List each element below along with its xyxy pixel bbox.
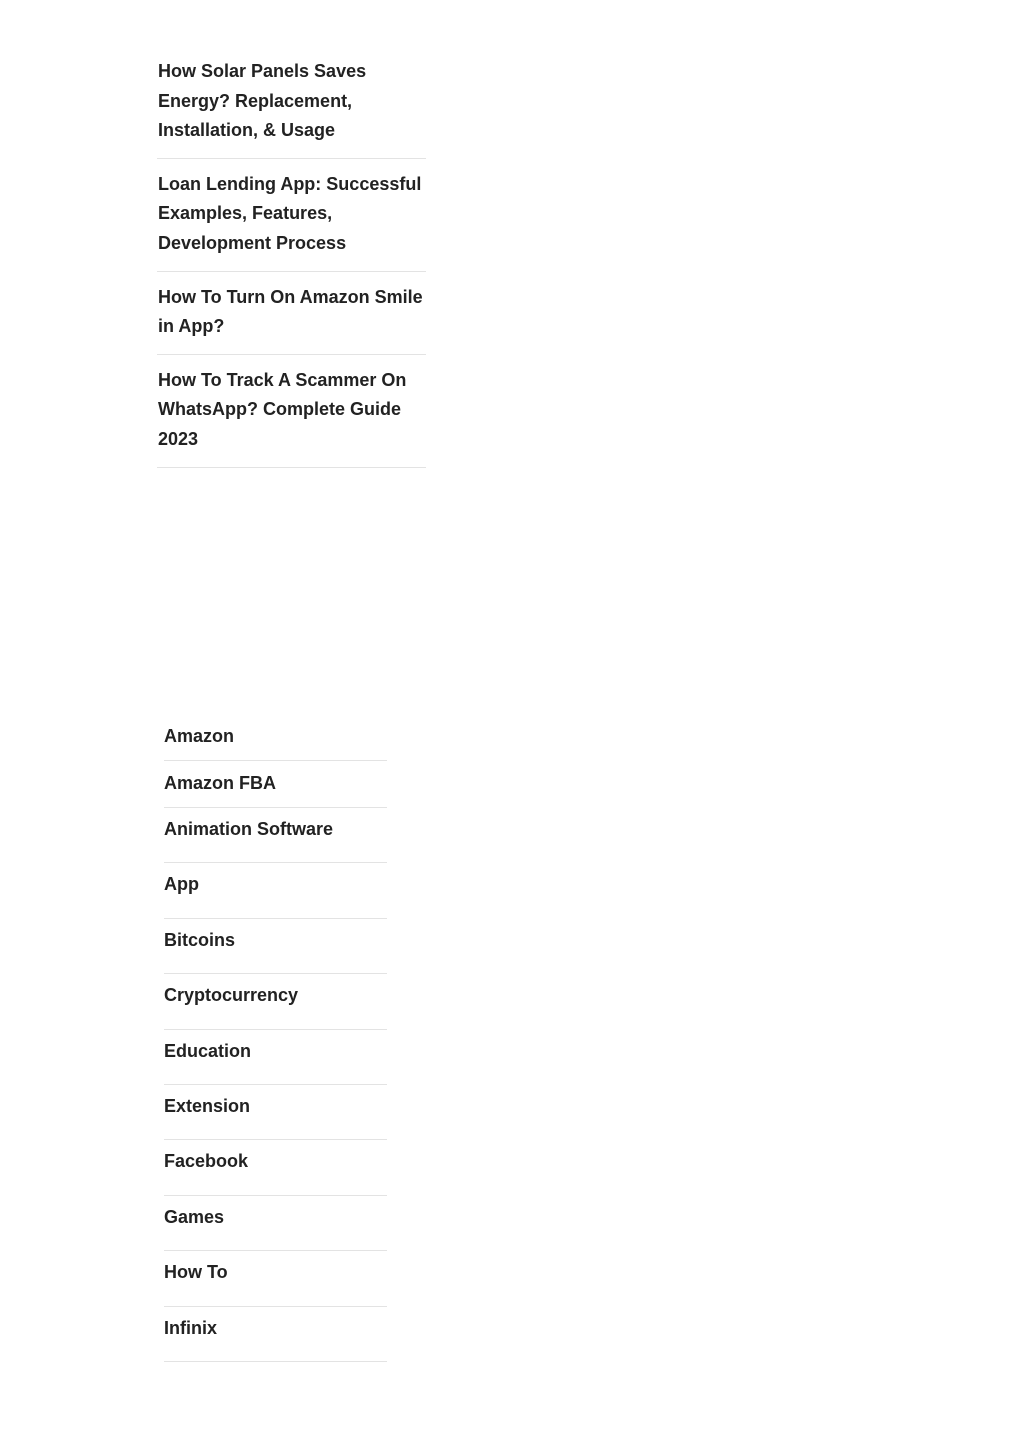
- category-item: [164, 1030, 387, 1085]
- recent-posts-list: [157, 57, 426, 479]
- category-item: [164, 1251, 387, 1306]
- category-link-app[interactable]: App: [164, 874, 199, 895]
- recent-post-item: [157, 366, 426, 468]
- recent-post-item: [157, 170, 426, 272]
- category-link-amazon-fba[interactable]: Amazon FBA: [164, 773, 276, 793]
- category-link-extension[interactable]: Extension: [164, 1095, 251, 1116]
- category-item: [164, 720, 387, 761]
- category-item: [164, 863, 387, 918]
- category-link-amazon[interactable]: Amazon: [164, 726, 235, 746]
- category-link-cryptocurrency[interactable]: Cryptocurrency: [164, 985, 299, 1006]
- recent-post-link-amazon-smile[interactable]: How To Turn On Amazon Smile in App?: [158, 286, 423, 337]
- category-link-animation-software[interactable]: Animation Software: [164, 819, 334, 839]
- category-link-games[interactable]: Games: [164, 1206, 225, 1227]
- categories-list: [164, 720, 387, 1362]
- category-item: [164, 974, 387, 1029]
- category-item: [164, 1085, 387, 1140]
- category-link-facebook[interactable]: Facebook: [164, 1151, 249, 1172]
- category-link-infinix[interactable]: Infinix: [164, 1317, 217, 1338]
- recent-post-item: [157, 57, 426, 159]
- category-item: [164, 1196, 387, 1251]
- recent-post-link-loan-lending-app[interactable]: Loan Lending App: Successful Examples, Features, Development Process: [158, 173, 422, 253]
- recent-post-link-track-scammer[interactable]: How To Track A Scammer On WhatsApp? Complete Guide 2023: [158, 369, 407, 449]
- category-item: [164, 808, 387, 863]
- category-link-education[interactable]: Education: [164, 1040, 252, 1061]
- recent-post-item: [157, 283, 426, 355]
- category-link-bitcoins[interactable]: Bitcoins: [164, 929, 236, 950]
- category-item: [164, 1140, 387, 1195]
- category-item: [164, 919, 387, 974]
- recent-post-link-solar-panels[interactable]: How Solar Panels Saves Energy? Replacement, Installation, & Usage: [158, 61, 367, 141]
- category-item: [164, 761, 387, 808]
- category-link-how-to[interactable]: How To: [164, 1262, 228, 1283]
- category-item: [164, 1307, 387, 1362]
